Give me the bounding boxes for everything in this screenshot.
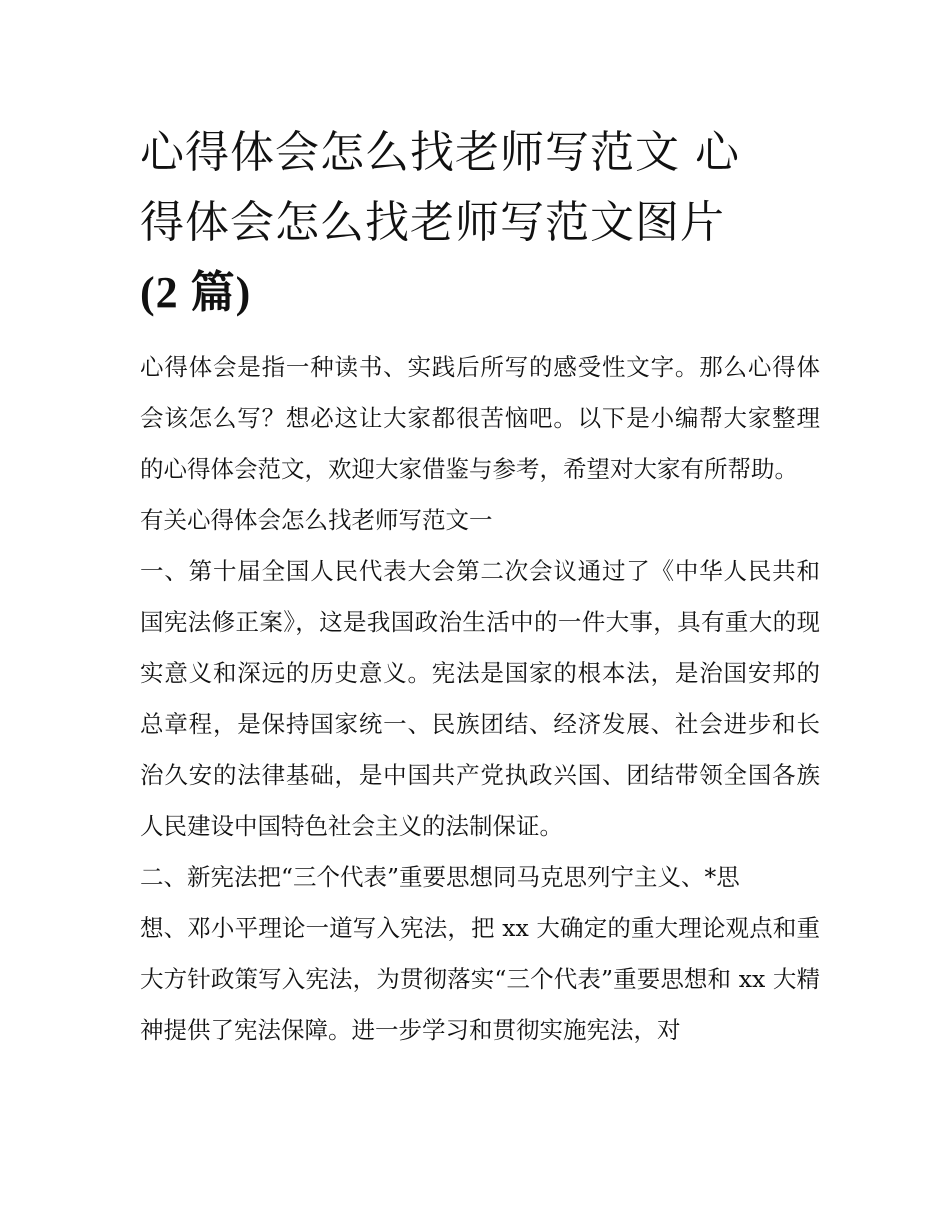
title-line-1: 心得体会怎么找老师写范文 心 [140,127,740,178]
intro-paragraph: 心得体会是指一种读书、实践后所写的感受性文字。那么心得体会该怎么写？想必这让大家都很苦恼吧。以下是小编帮大家整理的心得体会范文，欢迎大家借鉴与参考，希望对大家有所帮助。 [140,353,820,483]
title-line-3: (2 篇) [140,268,252,317]
title-line-2: 得体会怎么找老师写范文图片 [140,197,725,248]
body-paragraph-2: 二、新宪法把“三个代表”重要思想同马克思列宁主义、*思 [140,863,740,891]
body-paragraph-3: 想、邓小平理论一道写入宪法，把 xx 大确定的重大理论观点和重大方针政策写入宪法，为贯彻落实“三个代表”重要思想和 xx 大精神提供了宪法保障。进一步学习和贯彻实施宪法，对 [140,914,820,1044]
document-title [140,118,820,328]
document-body [140,118,820,1056]
body-paragraph-1: 一、第十届全国人民代表大会第二次会议通过了《中华人民共和国宪法修正案》，这是我国政治生活中的一件大事，具有重大的现实意义和深远的历史意义。宪法是国家的根本法，是治国安邦的总章程，是保持国家统一、民族团结、经济发展、社会进步和长治久安的法律基础，是中国共产党执政兴国、团结带领全国各族人民建设中国特色社会主义的法制保证。 [140,557,820,840]
section-heading: 有关心得体会怎么找老师写范文一 [140,506,493,534]
